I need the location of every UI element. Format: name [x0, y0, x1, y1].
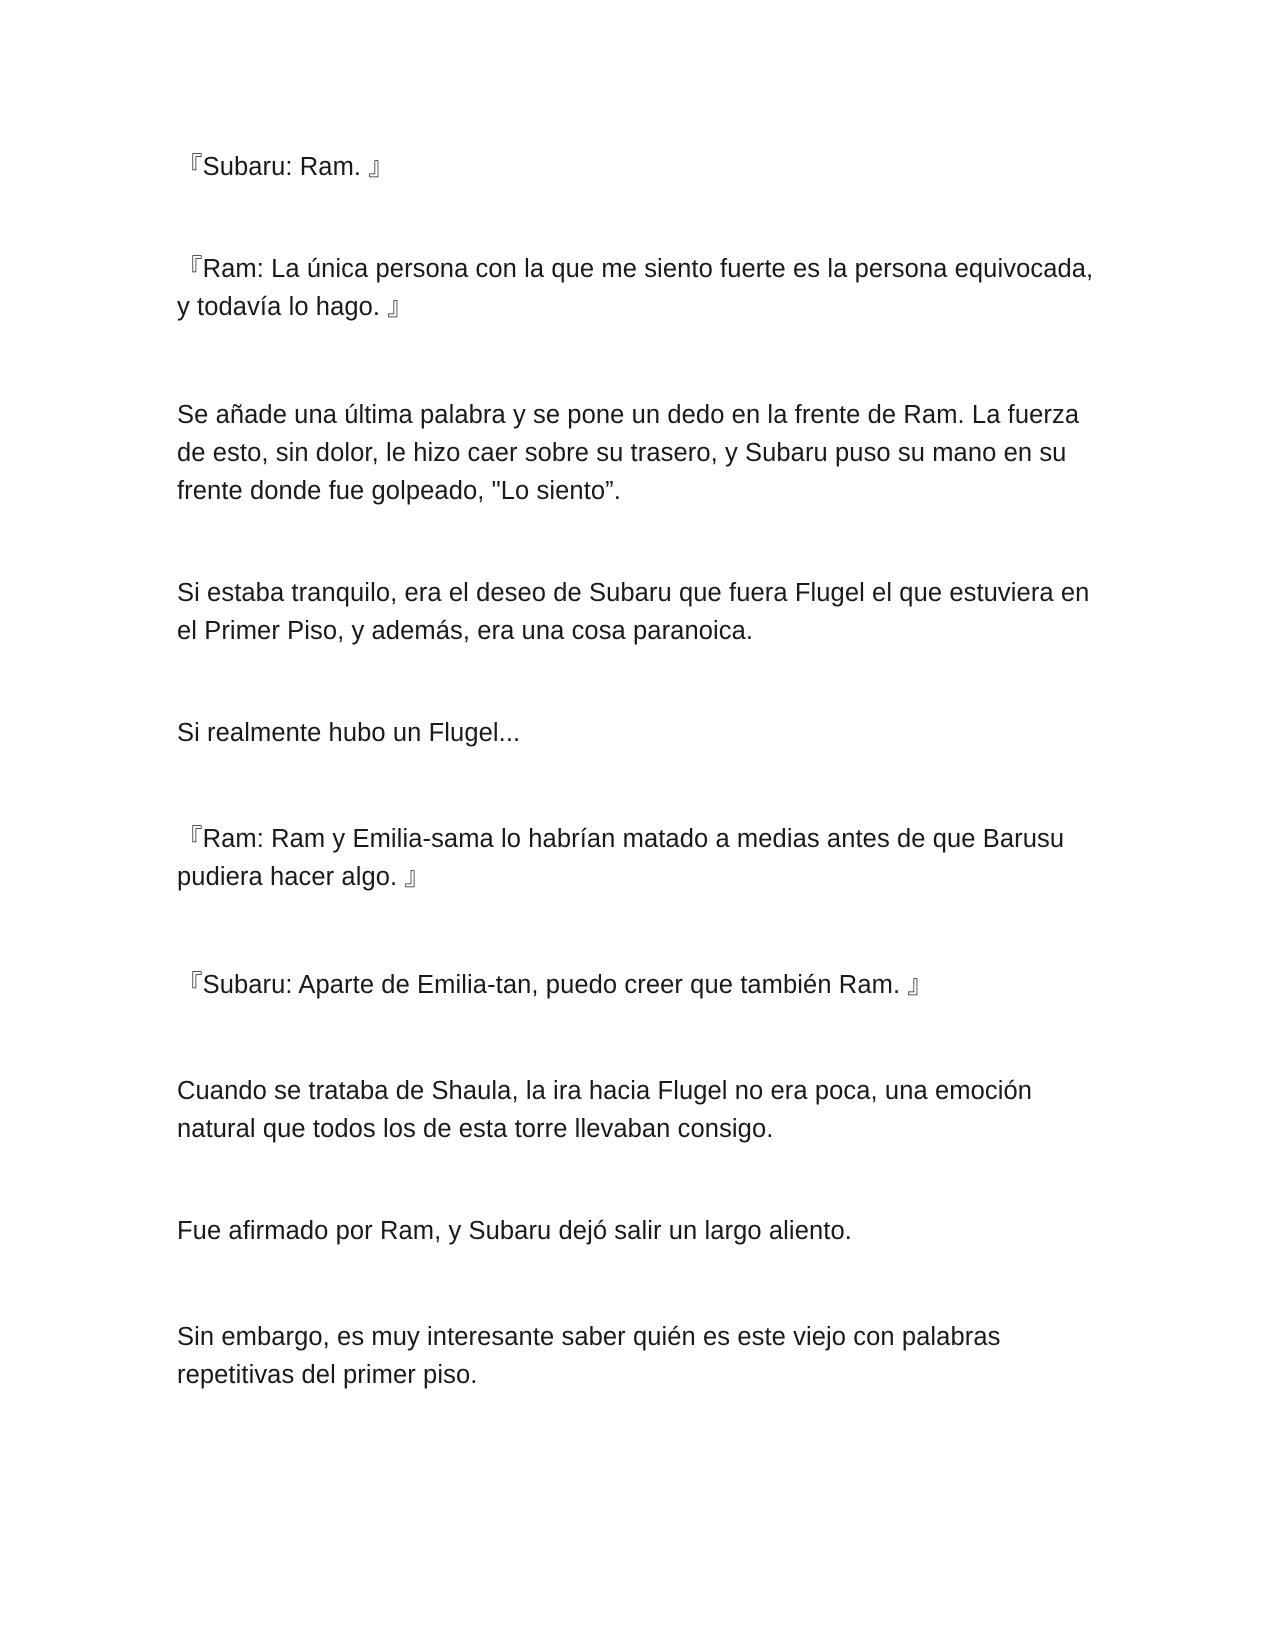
- dialogue-line: 『Ram: Ram y Emilia-sama lo habrían matado a medias antes de que Barusu pudiera hacer algo. 』: [177, 825, 1065, 891]
- narration-paragraph: Se añade una última palabra y se pone un dedo en la frente de Ram. La fuerza de esto, sin dolor, le hizo caer sobre su trasero, y Subaru puso su mano en su frente donde fue golpeado, "Lo siento”.: [177, 401, 1080, 505]
- dialogue-line: 『Subaru: Ram. 』: [177, 153, 394, 181]
- narration-paragraph: Fue afirmado por Ram, y Subaru dejó salir un largo aliento.: [177, 1217, 852, 1245]
- dialogue-line: 『Subaru: Aparte de Emilia-tan, puedo creer que también Ram. 』: [177, 971, 933, 999]
- narration-paragraph: Cuando se trataba de Shaula, la ira hacia Flugel no era poca, una emoción natural que todos los de esta torre llevaban consigo.: [177, 1077, 1033, 1143]
- narration-paragraph: Si realmente hubo un Flugel...: [177, 719, 521, 747]
- narration-paragraph: Si estaba tranquilo, era el deseo de Subaru que fuera Flugel el que estuviera en el Primer Piso, y además, era una cosa paranoica.: [177, 579, 1090, 645]
- narration-paragraph: Sin embargo, es muy interesante saber quién es este viejo con palabras repetitivas del primer piso.: [177, 1323, 1001, 1389]
- dialogue-line: 『Ram: La única persona con la que me siento fuerte es la persona equivocada, y todavía lo hago. 』: [177, 255, 1094, 321]
